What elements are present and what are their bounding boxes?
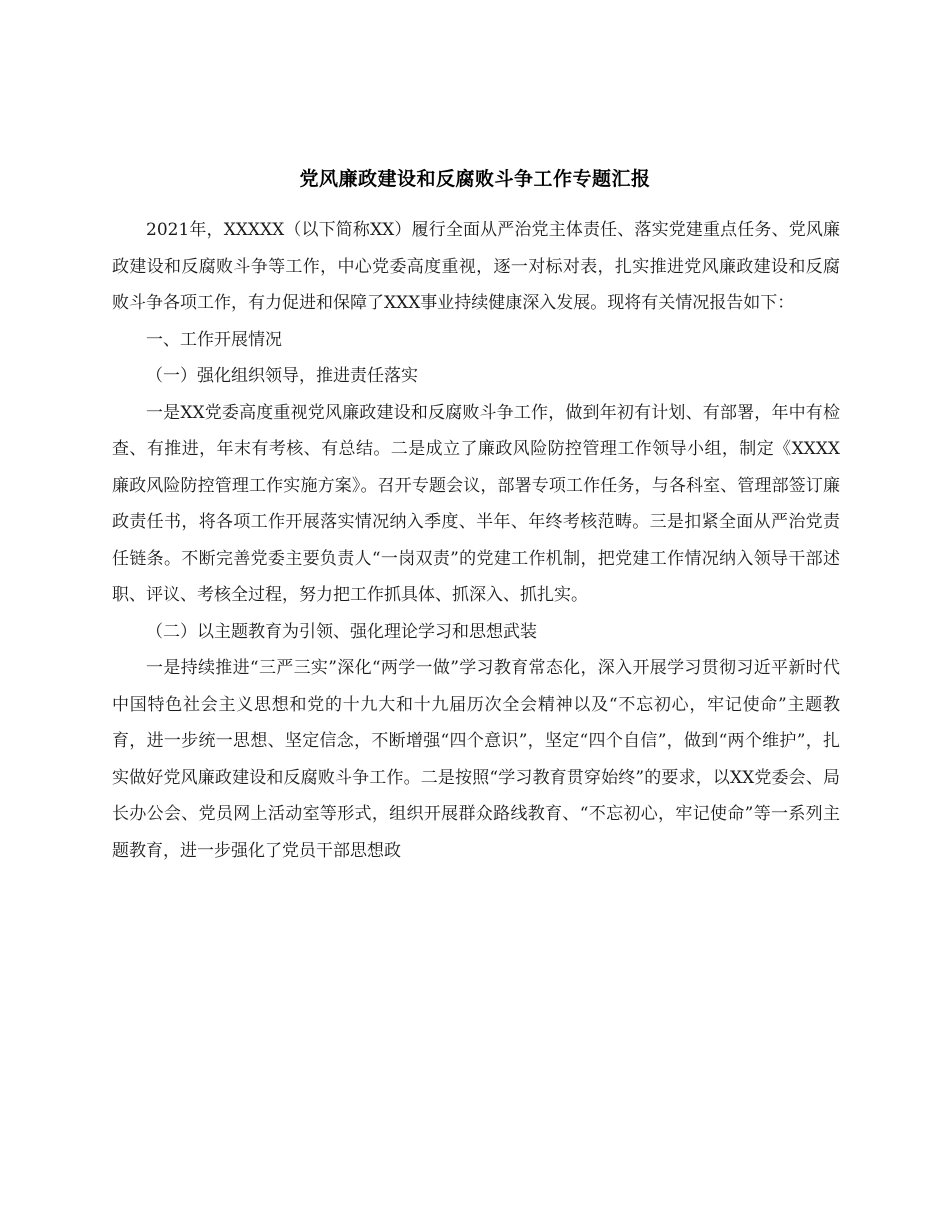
intro-paragraph: 2021年，XXXXX（以下简称XX）履行全面从严治党主体责任、落实党建重点任务、党风廉政建设和反腐败斗争等工作，中心党委高度重视，逐一对标对表，扎实推进党风廉政建设和反腐败斗争各项工作，有力促进和保障了XXX事业持续健康深入发展。现将有关情况报告如下：: [112, 220, 840, 313]
section-heading-work-status: 一、工作开展情况: [146, 329, 282, 350]
document-title: 党风廉政建设和反腐败斗争工作专题汇报: [299, 168, 651, 190]
subsection-heading-organization: （一）强化组织领导，推进责任落实: [146, 366, 418, 386]
document-body: [112, 212, 840, 869]
body-paragraph-organization: 一是XX党委高度重视党风廉政建设和反腐败斗争工作，做到年初有计划、有部署，年中有检查、有推进，年末有考核、有总结。二是成立了廉政风险防控管理工作领导小组，制定《XXXX廉政风险防控管理工作实施方案》。召开专题会议，部署专项工作任务，与各科室、管理部签订廉政责任书，将各项工作开展落实情况纳入季度、半年、年终考核范畴。三是扣紧全面从严治党责任链条。不断完善党委主要负责人“一岗双责”的党建工作机制，把党建工作情况纳入领导干部述职、评议、考核全过程，努力把工作抓具体、抓深入、抓扎实。: [112, 402, 840, 605]
subsection-heading-education: （二）以主题教育为引领、强化理论学习和思想武装: [146, 621, 537, 642]
body-paragraph-education: 一是持续推进“三严三实”深化“两学一做”学习教育常态化，深入开展学习贯彻习近平新时代中国特色社会主义思想和党的十九大和十九届历次全会精神以及“不忘初心，牢记使命”主题教育，进一步统一思想、坚定信念，不断增强“四个意识”，坚定“四个自信”，做到“两个维护”，扎实做好党风廉政建设和反腐败斗争工作。二是按照“学习教育贯穿始终”的要求，以XX党委会、局长办公会、党员网上活动室等形式，组织开展群众路线教育、“不忘初心，牢记使命”等一系列主题教育，进一步强化了党员干部思想政: [112, 658, 840, 861]
